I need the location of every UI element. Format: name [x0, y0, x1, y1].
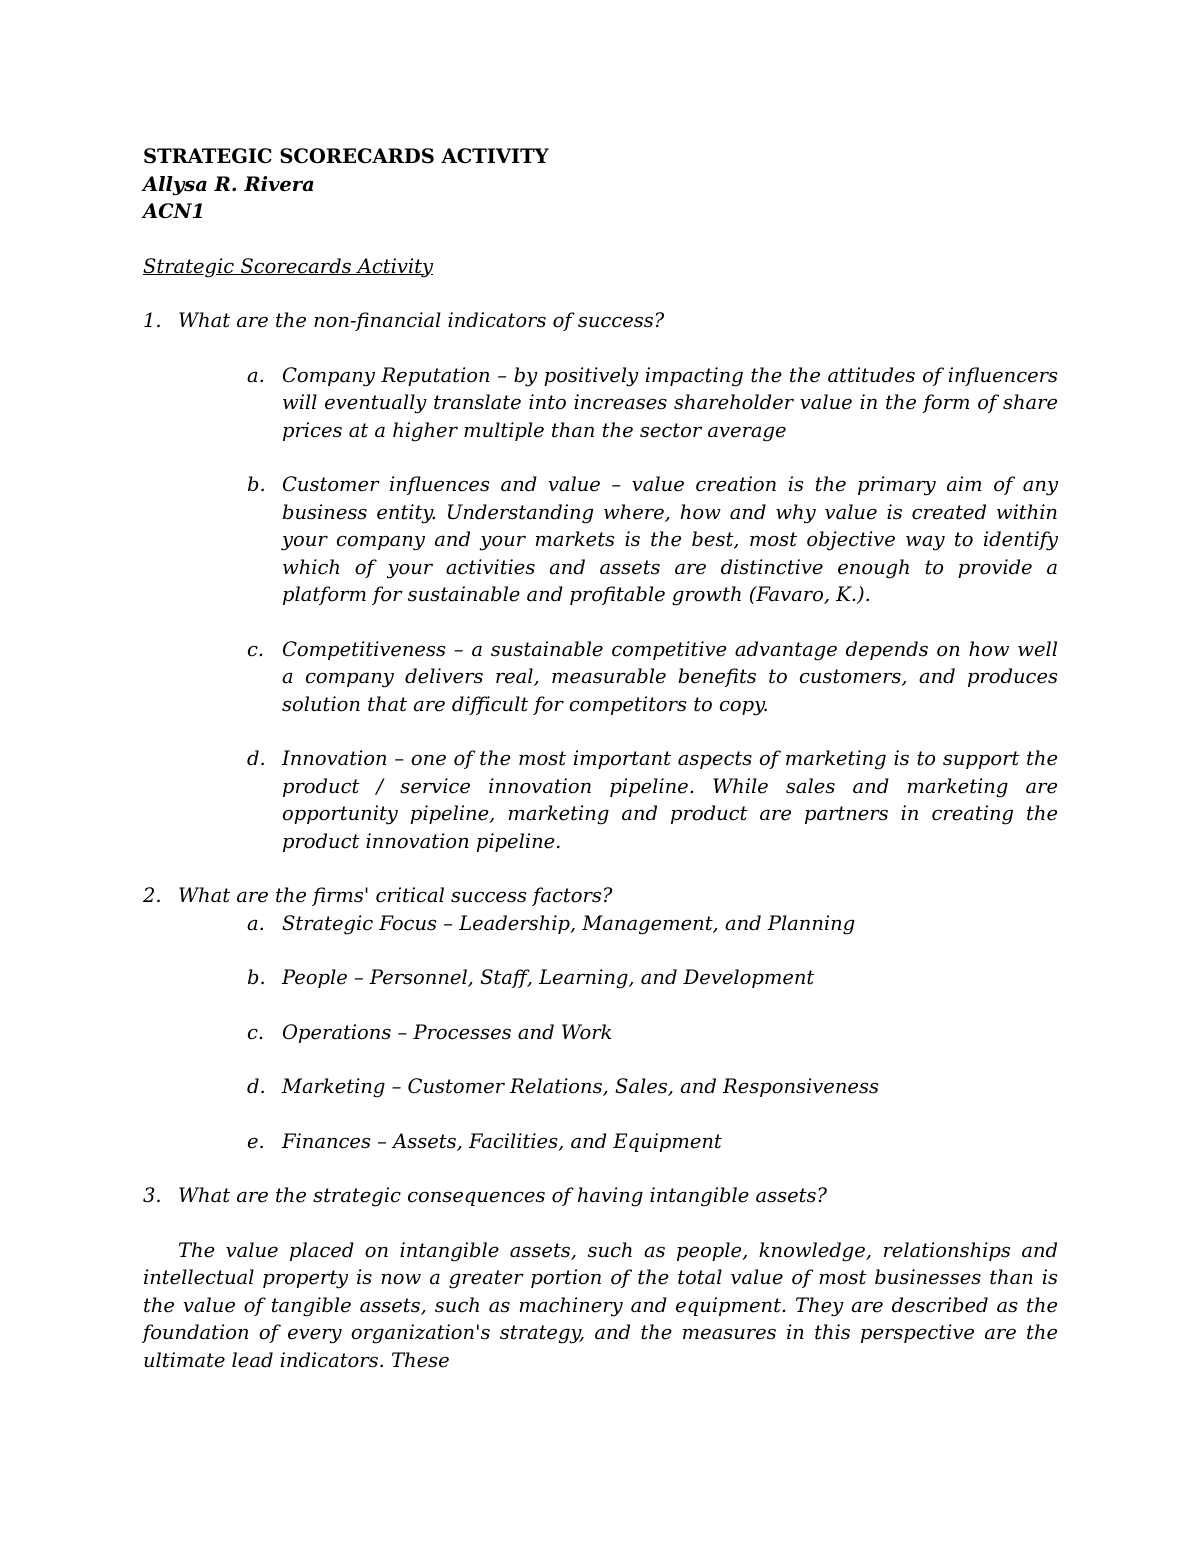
activity-subtitle: Strategic Scorecards Activity: [143, 254, 433, 278]
item-letter: a.: [247, 911, 265, 935]
item-text: Innovation – one of the most important aspects of marketing is to support the product / service innovation pipeline. While sales and marketing are opportunity pipeline, marketing and product are partners in creating the product innovation pipeline.: [282, 747, 1058, 853]
item-letter: b.: [247, 473, 266, 496]
list-item: [143, 964, 1058, 992]
question-2: [143, 882, 1058, 910]
item-text: Customer influences and value – value creation is the primary aim of any business entity. Understanding where, how and why value is created within your company and your markets is the best, most objective way to identify which of your activities and assets are distinctive enough to provide a platform for sustainable and profitable growth (Favaro, K.).: [282, 473, 1058, 606]
question-3: [143, 1182, 1058, 1210]
question-text: What are the firms' critical success factors?: [178, 884, 613, 907]
question-text: What are the non-financial indicators of success?: [178, 309, 665, 332]
question-1: [143, 307, 1058, 335]
item-text: Company Reputation – by positively impacting the the attitudes of influencers will eventually translate into increases shareholder value in the form of share prices at a higher multiple than the sector average: [282, 363, 1058, 442]
question-number: 1.: [143, 309, 162, 332]
item-letter: d.: [247, 747, 266, 770]
list-item: [143, 1128, 1058, 1156]
section-code: ACN1: [143, 200, 206, 223]
item-letter: c.: [247, 1020, 265, 1044]
list-item: [143, 1073, 1058, 1101]
item-text: People – Personnel, Staff, Learning, and Development: [282, 966, 815, 989]
item-letter: c.: [247, 637, 265, 661]
item-letter: d.: [247, 1075, 266, 1098]
item-letter: e.: [247, 1129, 265, 1153]
item-text: Marketing – Customer Relations, Sales, and Responsiveness: [282, 1075, 879, 1098]
item-letter: a.: [247, 363, 265, 387]
question-1-answers: [143, 362, 1058, 856]
question-text: What are the strategic consequences of having intangible assets?: [178, 1184, 827, 1207]
document-body: [143, 143, 1058, 1374]
item-letter: b.: [247, 966, 266, 989]
item-text: Operations – Processes and Work: [282, 1020, 613, 1044]
list-item: [143, 910, 1058, 938]
list-item: [143, 362, 1058, 445]
item-text: Finances – Assets, Facilities, and Equipment: [282, 1129, 722, 1153]
item-text: Strategic Focus – Leadership, Management, and Planning: [282, 911, 856, 935]
question-2-answers: [143, 910, 1058, 1156]
author-name: Allysa R. Rivera: [143, 172, 315, 196]
question-number: 3.: [143, 1184, 162, 1207]
answer-paragraph: The value placed on intangible assets, such as people, knowledge, relationships and intellectual property is now a greater portion of the total value of most businesses than is the value of tangible assets, such as machinery and equipment. They are described as the foundation of every organization's strategy, and the measures in this perspective are the ultimate lead indicators. These: [143, 1238, 1058, 1372]
list-item: [143, 745, 1058, 855]
item-text: Competitiveness – a sustainable competitive advantage depends on how well a company delivers real, measurable benefits to customers, and produces solution that are difficult for competitors to copy.: [282, 637, 1058, 716]
list-item: [143, 1019, 1058, 1047]
document-title: STRATEGIC SCORECARDS ACTIVITY: [143, 145, 549, 168]
list-item: [143, 471, 1058, 609]
question-number: 2.: [143, 884, 162, 907]
list-item: [143, 636, 1058, 719]
